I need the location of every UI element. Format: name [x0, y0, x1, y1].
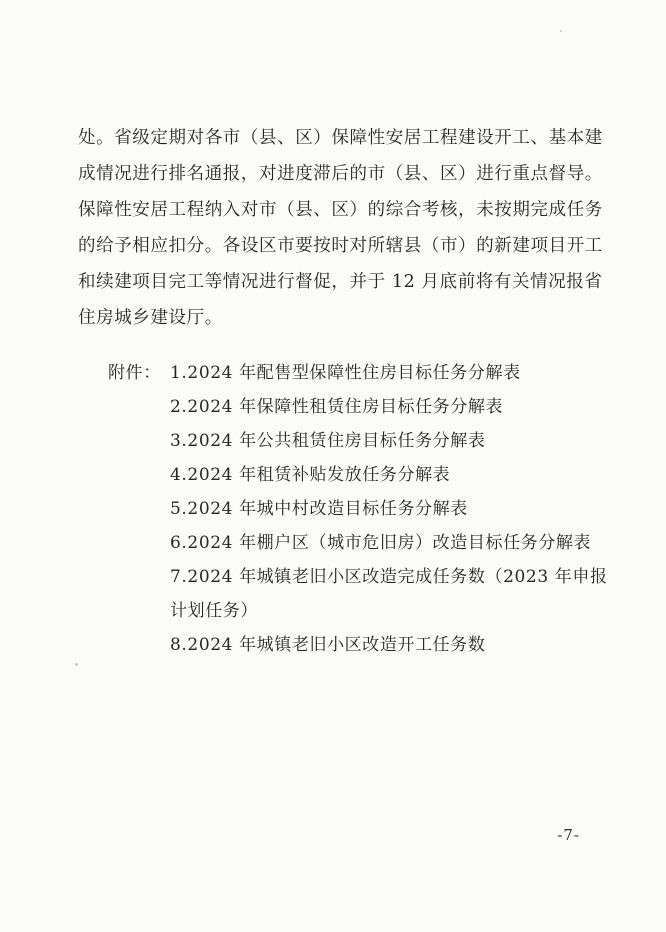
paragraph-line: 成情况进行排名通报，对进度滞后的市（县、区）进行重点督导。 — [78, 164, 603, 184]
attachment-item-label: 1.2024 年配售型保障性住房目标任务分解表 — [170, 363, 521, 383]
attachment-item-label: 6.2024 年棚户区（城市危旧房）改造目标任务分解表 — [170, 533, 592, 553]
attachment-item-label: 7.2024 年城镇老旧小区改造完成任务数（2023 年申报 — [170, 567, 608, 587]
attachment-list — [108, 356, 628, 662]
scan-speck — [560, 30, 562, 32]
attachment-item-label: 2.2024 年保障性租赁住房目标任务分解表 — [170, 397, 504, 417]
paragraph-line: 和续建项目完工等情况进行督促，并于 12 月底前将有关情况报省 — [78, 272, 603, 292]
attachment-item-label: 8.2024 年城镇老旧小区改造开工任务数 — [170, 635, 486, 655]
paragraph-line: 处。省级定期对各市（县、区）保障性安居工程建设开工、基本建 — [78, 128, 603, 148]
paragraph-line: 住房城乡建设厅。 — [78, 308, 223, 328]
attachment-item — [108, 424, 628, 458]
body-paragraph — [78, 120, 603, 336]
attachment-item-label: 5.2024 年城中村改造目标任务分解表 — [170, 499, 468, 519]
attachment-item — [108, 390, 628, 424]
attachment-item-label: 3.2024 年公共租赁住房目标任务分解表 — [170, 431, 486, 451]
attachment-item — [108, 492, 628, 526]
attachment-item — [108, 356, 628, 390]
attachment-item-label: 计划任务） — [170, 601, 258, 621]
paragraph-line: 的给予相应扣分。各设区市要按时对所辖县（市）的新建项目开工 — [78, 236, 603, 256]
attachment-item — [108, 458, 628, 492]
attachment-item-continuation — [108, 594, 628, 628]
paragraph-line: 保障性安居工程纳入对市（县、区）的综合考核，未按期完成任务 — [78, 200, 603, 220]
attachment-item — [108, 560, 628, 594]
scan-speck — [75, 663, 78, 666]
attachment-item-label: 4.2024 年租赁补贴发放任务分解表 — [170, 465, 451, 485]
attachment-item — [108, 526, 628, 560]
page-number: -7- — [557, 826, 580, 844]
attachment-prefix: 附件： — [108, 363, 161, 383]
attachment-item — [108, 628, 628, 662]
